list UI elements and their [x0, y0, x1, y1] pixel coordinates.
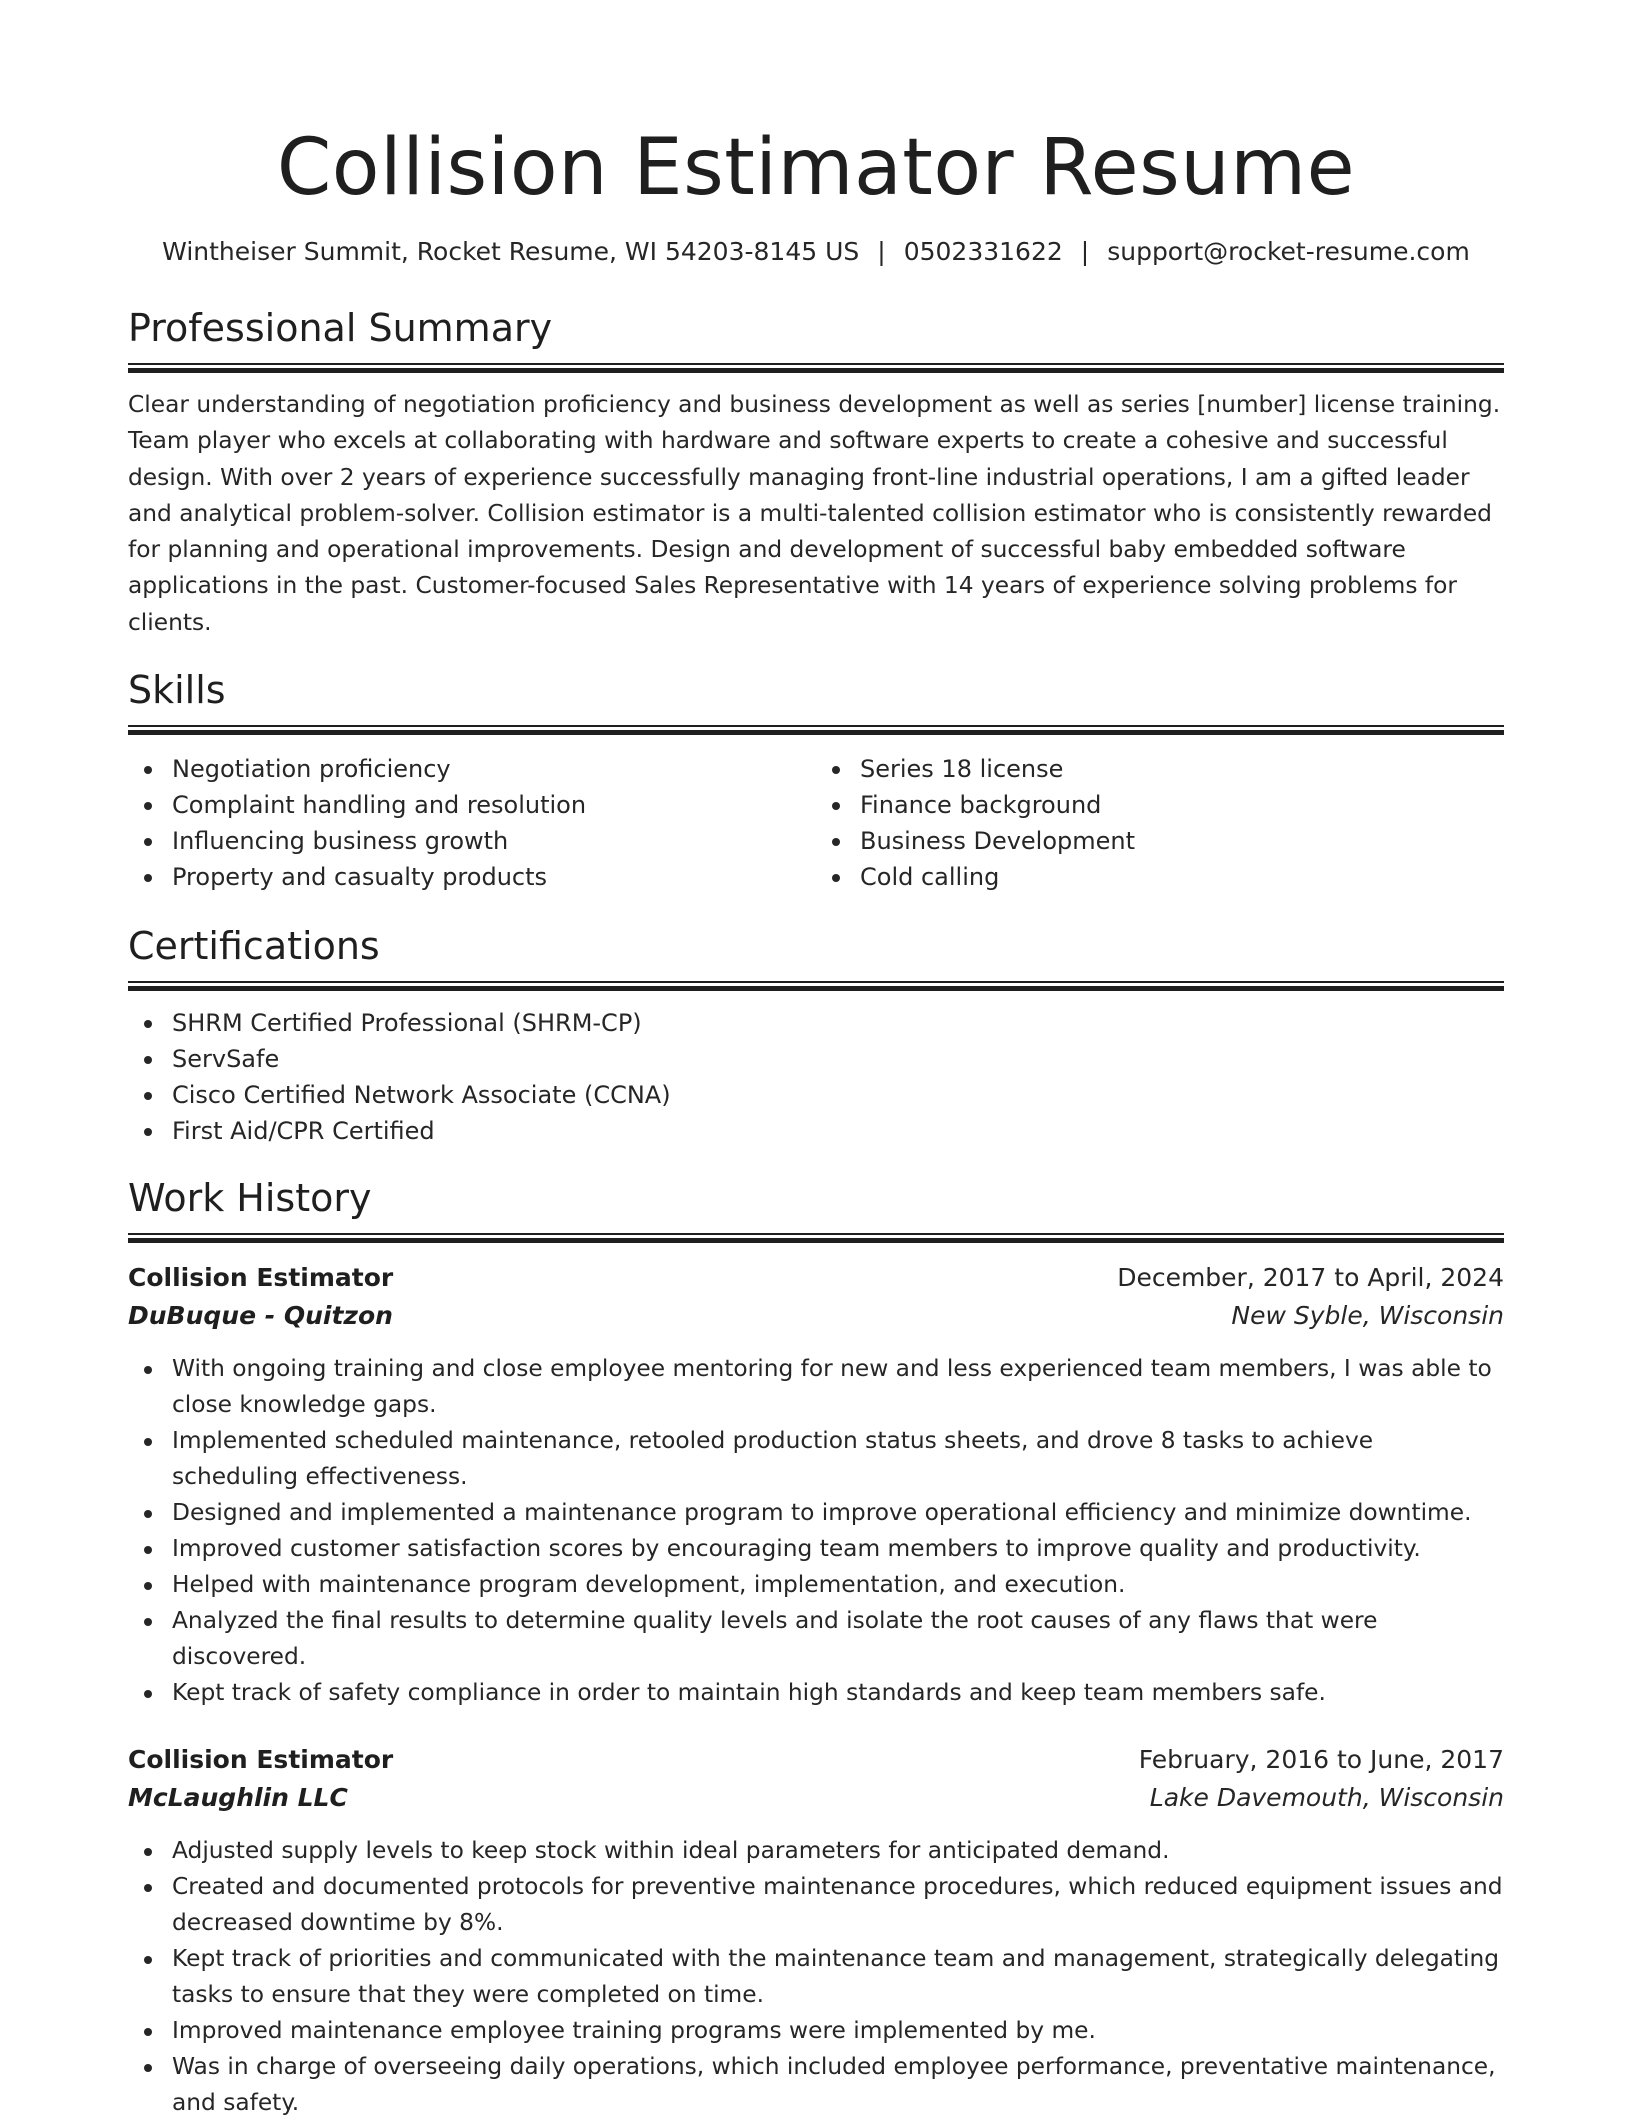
skill-item: Influencing business growth — [172, 823, 816, 859]
skills-list-left — [128, 751, 816, 895]
work-history-section — [128, 1175, 1504, 2121]
skill-item: Business Development — [860, 823, 1504, 859]
skill-item: Complaint handling and resolution — [172, 787, 816, 823]
skills-heading: Skills — [128, 668, 226, 713]
job-bullet: With ongoing training and close employee mentoring for new and less experienced team members, I was able to close knowledge gaps. — [172, 1351, 1504, 1423]
job-bullet: Analyzed the final results to determine quality levels and isolate the root causes of any flaws that were discovered. — [172, 1603, 1504, 1675]
skill-item: Series 18 license — [860, 751, 1504, 787]
certification-item: Cisco Certified Network Associate (CCNA) — [172, 1077, 1504, 1113]
job-title: Collision Estimator — [128, 1745, 394, 1775]
job-bullet: Designed and implemented a maintenance program to improve operational efficiency and minimize downtime. — [172, 1495, 1504, 1531]
job-title: Collision Estimator — [128, 1263, 394, 1293]
summary-text: Clear understanding of negotiation proficiency and business development as well as series [number] license training. Team player who excels at collaborating with hardware and software experts to create a cohesive and successful design. With over 2 years of experience successfully managing front-line industrial operations, I am a gifted leader and analytical problem-solver. Collision estimator is a multi-talented collision estimator who is consistently rewarded for planning and operational improvements. Design and development of successful baby embedded software applications in the past. Customer-focused Sales Representative with 14 years of experience solving problems for clients. — [128, 391, 1501, 636]
job-bullet: Was in charge of overseeing daily operations, which included employee performance, preventative maintenance, and safety. — [172, 2049, 1504, 2121]
job-bullet: Kept track of priorities and communicated with the maintenance team and management, strategically delegating tasks to ensure that they were completed on time. — [172, 1941, 1504, 2013]
job-dates: February, 2016 to June, 2017 — [1138, 1745, 1504, 1775]
job-bullets — [128, 1833, 1504, 2121]
job-dates: December, 2017 to April, 2024 — [1117, 1263, 1504, 1293]
contact-address: Wintheiser Summit, Rocket Resume, WI 54203-8145 US — [162, 237, 860, 266]
certifications-list — [128, 1005, 1504, 1149]
job-bullet: Implemented scheduled maintenance, retooled production status sheets, and drove 8 tasks to achieve scheduling effectiveness. — [172, 1423, 1504, 1495]
skill-item: Finance background — [860, 787, 1504, 823]
certifications-section — [128, 923, 1504, 1149]
job-bullet: Kept track of safety compliance in order to maintain high standards and keep team members safe. — [172, 1675, 1504, 1711]
job-location: Lake Davemouth, Wisconsin — [1149, 1783, 1504, 1813]
work-history-heading: Work History — [128, 1176, 372, 1221]
job-location: New Syble, Wisconsin — [1231, 1301, 1504, 1331]
certification-item: First Aid/CPR Certified — [172, 1113, 1504, 1149]
skill-item: Property and casualty products — [172, 859, 816, 895]
skill-item: Cold calling — [860, 859, 1504, 895]
skills-list-right — [816, 751, 1504, 895]
contact-email[interactable]: support@rocket-resume.com — [1107, 237, 1470, 266]
skills-grid — [128, 751, 1504, 895]
certifications-heading: Certifications — [128, 924, 380, 969]
contact-line — [128, 236, 1504, 268]
job-subheader — [128, 1779, 1504, 1817]
job-bullet: Adjusted supply levels to keep stock within ideal parameters for anticipated demand. — [172, 1833, 1504, 1869]
certification-item: ServSafe — [172, 1041, 1504, 1077]
section-divider — [128, 1233, 1504, 1243]
job-entry — [128, 1741, 1504, 2121]
certification-item: SHRM Certified Professional (SHRM-CP) — [172, 1005, 1504, 1041]
resume-title: Collision Estimator Resume — [276, 123, 1356, 213]
section-divider — [128, 363, 1504, 373]
job-header — [128, 1259, 1504, 1297]
summary-heading: Professional Summary — [128, 306, 553, 350]
job-company: DuBuque - Quitzon — [128, 1301, 393, 1331]
job-bullet: Helped with maintenance program development, implementation, and execution. — [172, 1567, 1504, 1603]
job-entry — [128, 1259, 1504, 1711]
job-header — [128, 1741, 1504, 1779]
job-subheader — [128, 1297, 1504, 1335]
job-bullets — [128, 1351, 1504, 1711]
skills-section — [128, 667, 1504, 895]
job-bullet: Improved customer satisfaction scores by encouraging team members to improve quality and productivity. — [172, 1531, 1504, 1567]
contact-phone: 0502331622 — [903, 237, 1063, 266]
section-divider — [128, 725, 1504, 735]
section-divider — [128, 981, 1504, 991]
contact-separator: | — [1080, 237, 1090, 266]
job-bullet: Improved maintenance employee training programs were implemented by me. — [172, 2013, 1504, 2049]
skill-item: Negotiation proficiency — [172, 751, 816, 787]
job-company: McLaughlin LLC — [128, 1783, 348, 1813]
summary-section — [128, 305, 1504, 641]
contact-separator: | — [877, 237, 886, 266]
job-bullet: Created and documented protocols for preventive maintenance procedures, which reduced equipment issues and decreased downtime by 8%. — [172, 1869, 1504, 1941]
